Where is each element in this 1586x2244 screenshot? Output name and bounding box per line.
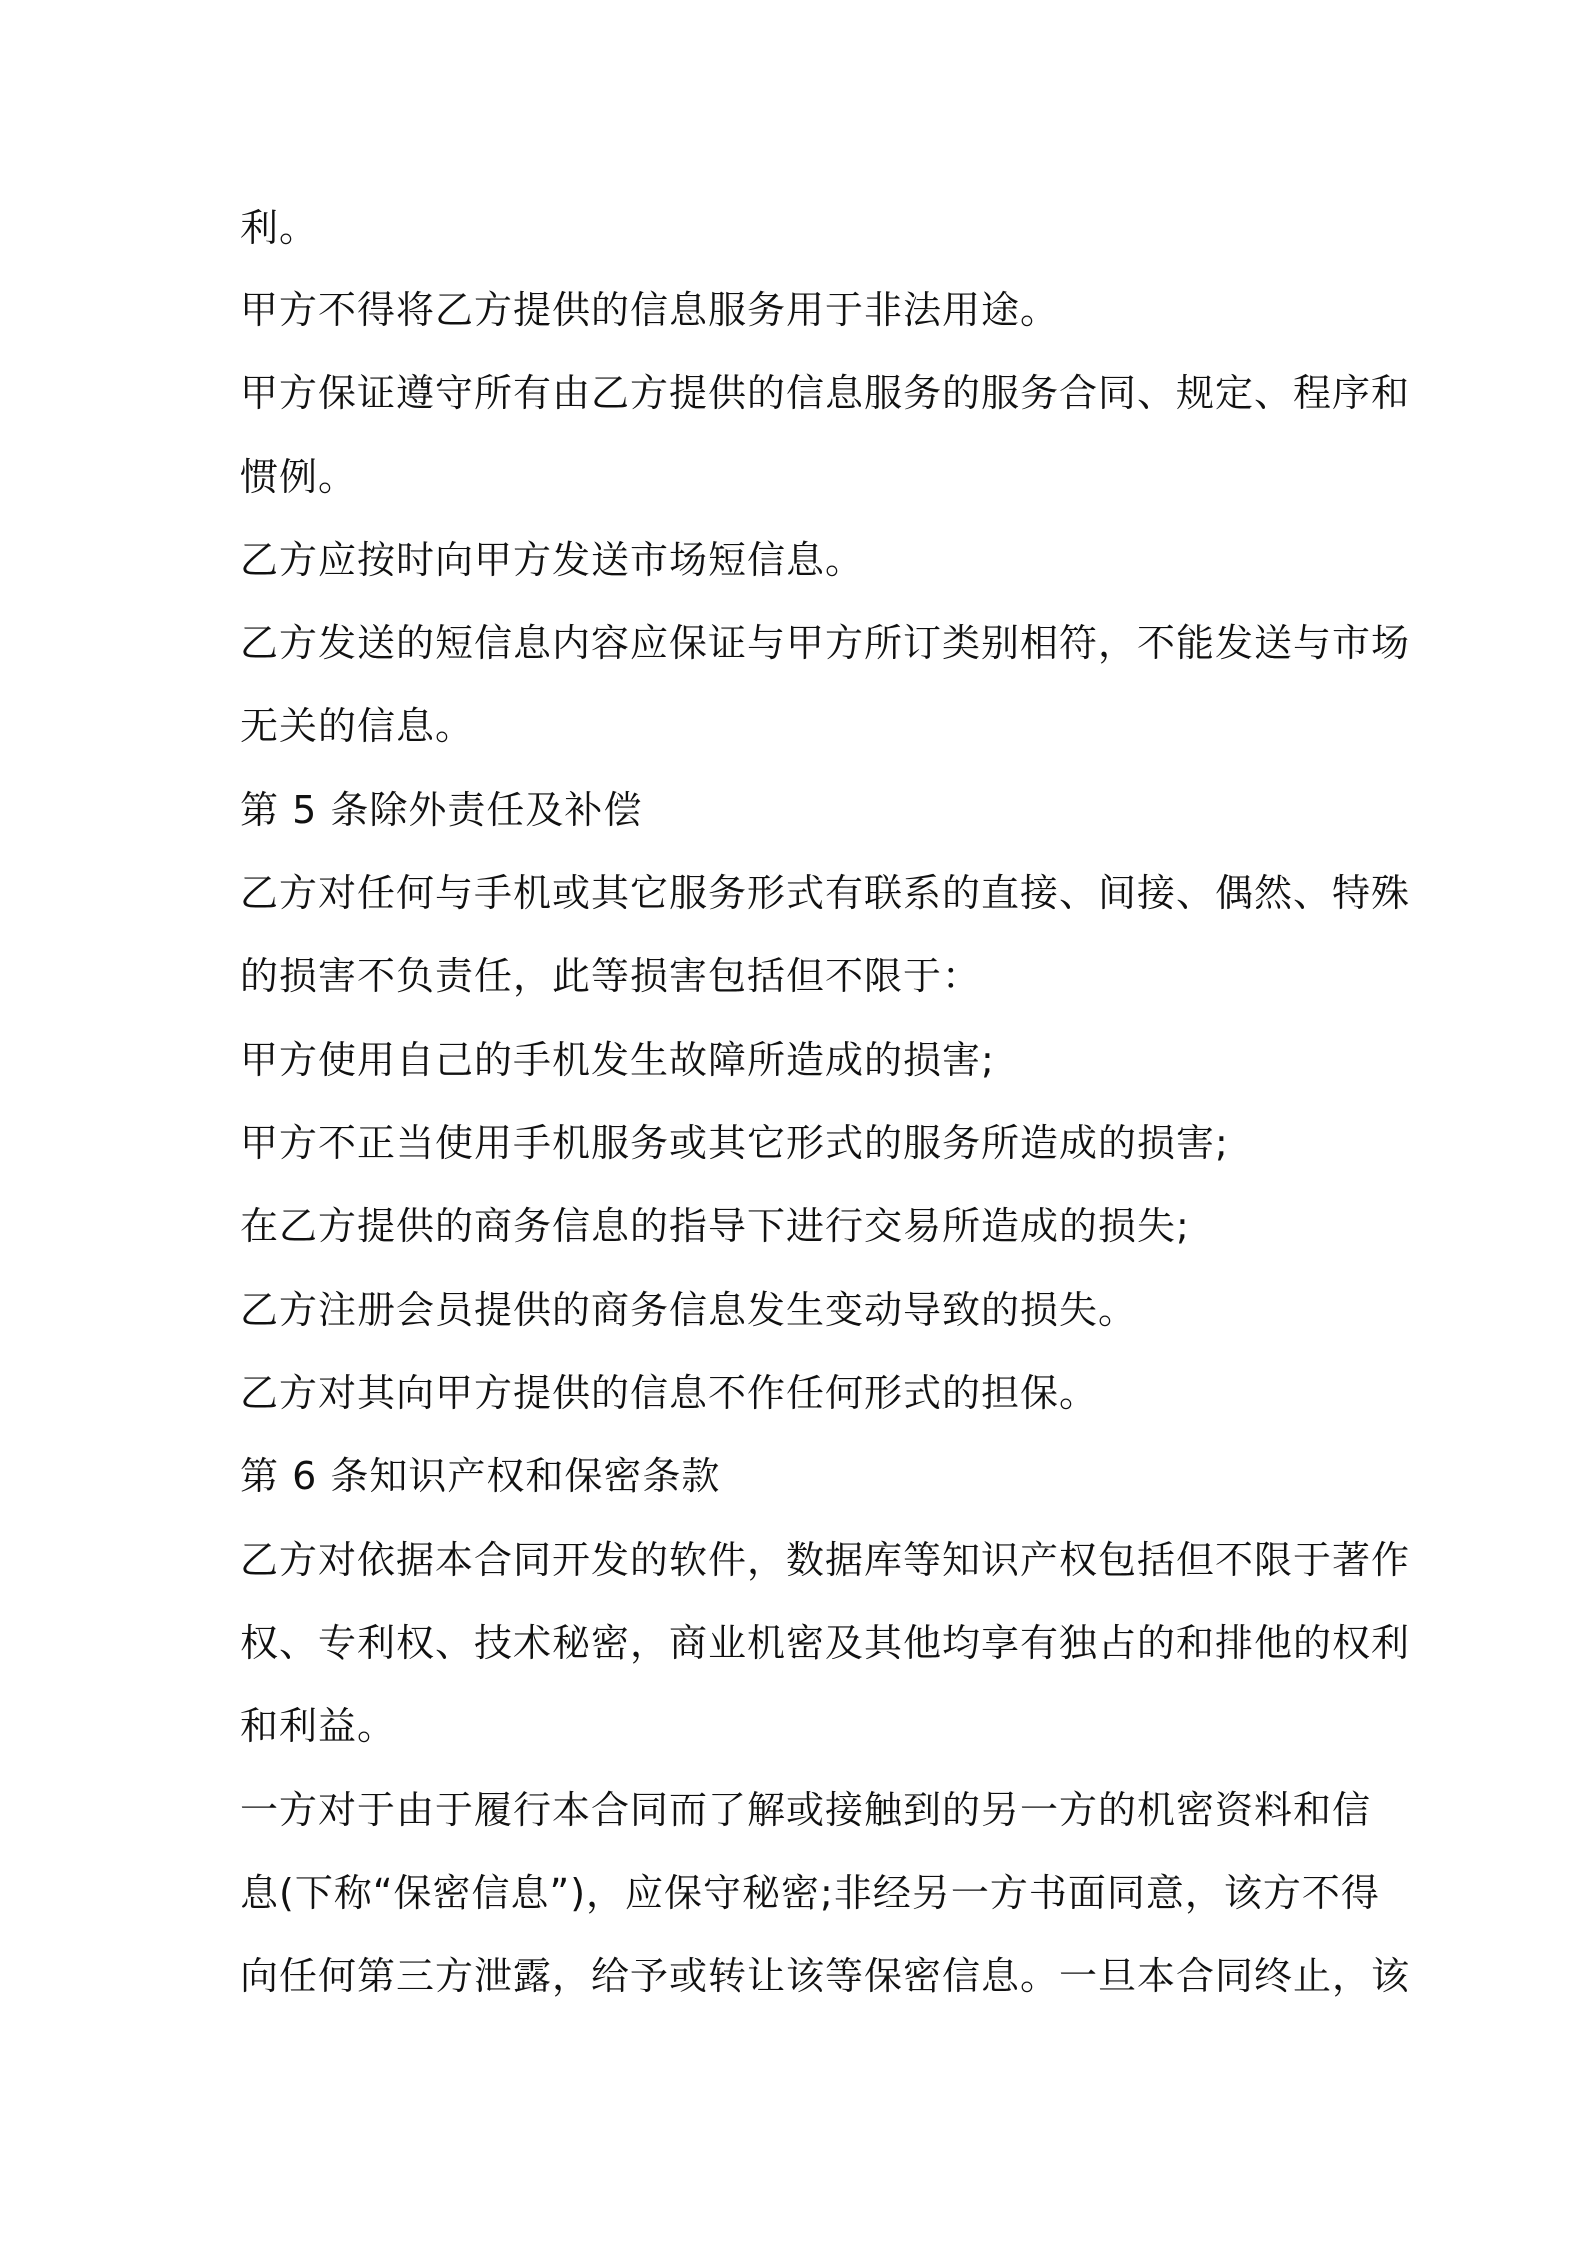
text-line: 权、专利权、技术秘密，商业机密及其他均享有独占的和排他的权利: [240, 1621, 1411, 1665]
section-heading: 第 6 条知识产权和保密条款: [240, 1454, 721, 1498]
text-line: 甲方不正当使用手机服务或其它形式的服务所造成的损害;: [240, 1121, 1229, 1165]
text-line: 乙方对其向甲方提供的信息不作任何形式的担保。: [240, 1371, 1099, 1415]
text-line: 的损害不负责任，此等损害包括但不限于：: [240, 954, 982, 998]
text-line: 无关的信息。: [240, 704, 475, 748]
text-line: 甲方使用自己的手机发生故障所造成的损害;: [240, 1038, 995, 1082]
text-line: 和利益。: [240, 1704, 397, 1748]
text-line: 惯例。: [240, 455, 358, 499]
text-line: 利。: [240, 206, 319, 250]
text-line: 乙方对依据本合同开发的软件，数据库等知识产权包括但不限于著作: [240, 1538, 1411, 1582]
text-line: 在乙方提供的商务信息的指导下进行交易所造成的损失;: [240, 1204, 1190, 1248]
text-line: 甲方不得将乙方提供的信息服务用于非法用途。: [240, 288, 1060, 332]
text-line: 乙方注册会员提供的商务信息发生变动导致的损失。: [240, 1288, 1138, 1332]
text-line: 向任何第三方泄露，给予或转让该等保密信息。一旦本合同终止，该: [240, 1954, 1411, 1998]
text-line: 乙方发送的短信息内容应保证与甲方所订类别相符，不能发送与市场: [240, 621, 1411, 665]
text-line: 息(下称“保密信息”)，应保守秘密;非经另一方书面同意，该方不得: [240, 1871, 1380, 1915]
text-line: 甲方保证遵守所有由乙方提供的信息服务的服务合同、规定、程序和: [240, 371, 1411, 415]
text-line: 一方对于由于履行本合同而了解或接触到的另一方的机密资料和信: [240, 1788, 1372, 1832]
text-line: 乙方对任何与手机或其它服务形式有联系的直接、间接、偶然、特殊: [240, 871, 1411, 915]
text-line: 乙方应按时向甲方发送市场短信息。: [240, 538, 865, 582]
section-heading: 第 5 条除外责任及补偿: [240, 788, 643, 832]
